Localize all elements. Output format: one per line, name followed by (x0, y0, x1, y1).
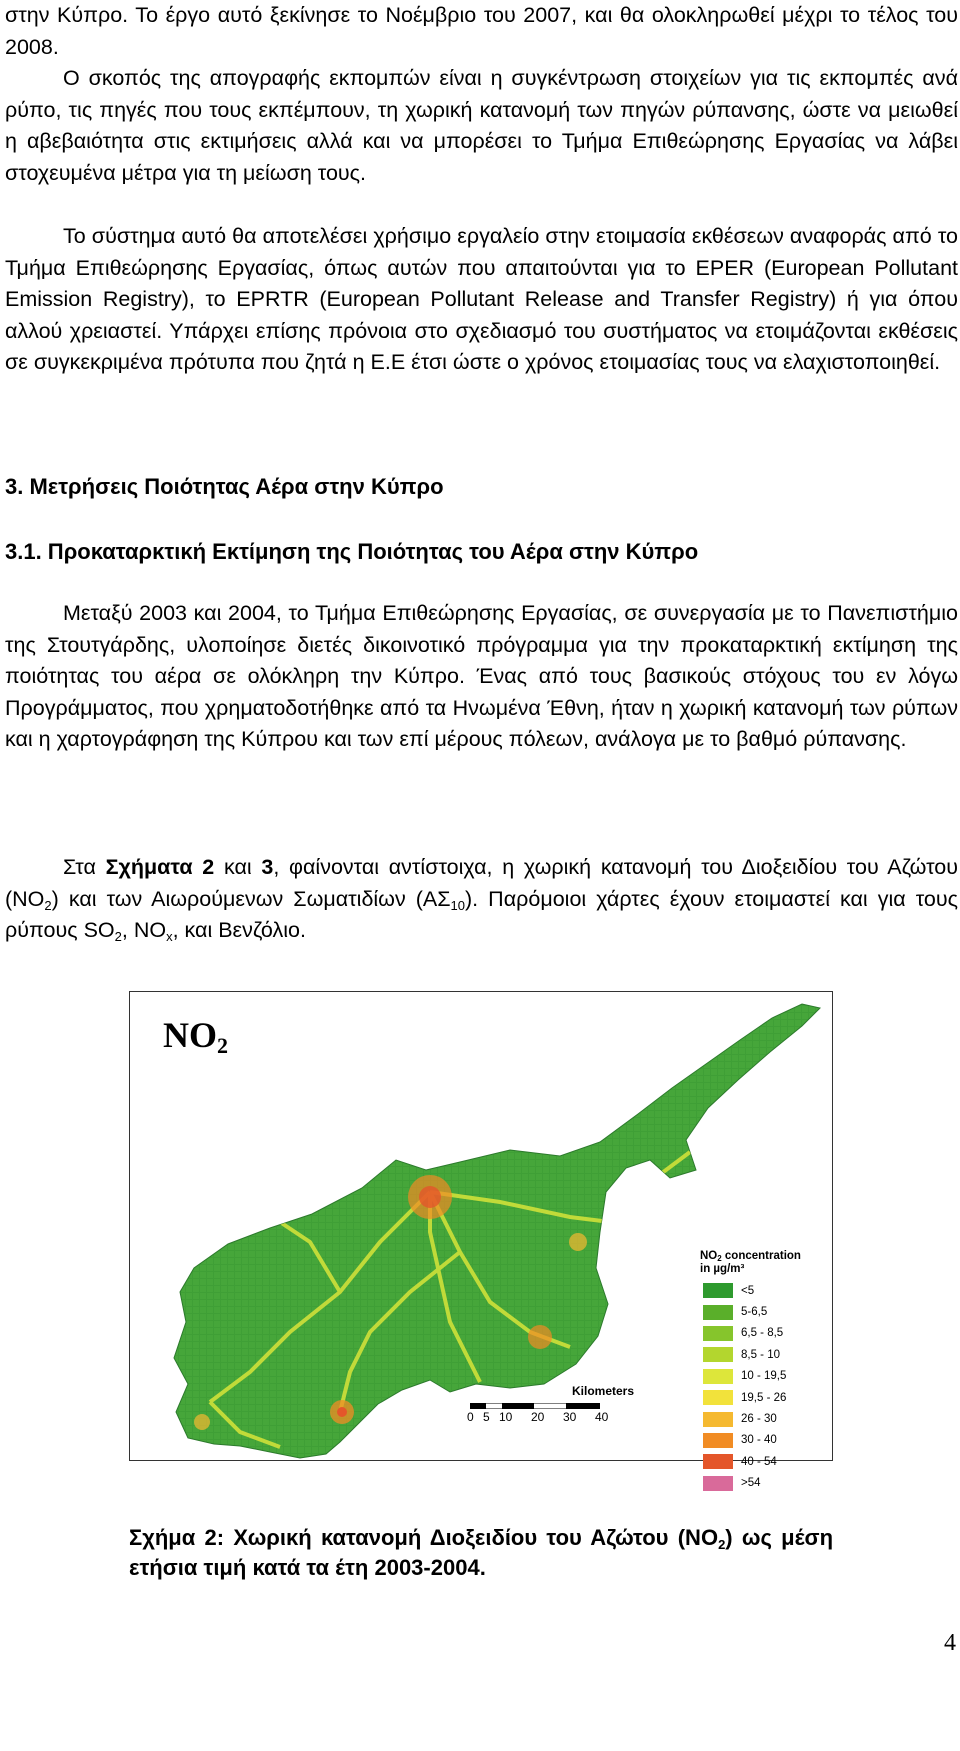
legend-rows (700, 1280, 828, 1494)
legend-swatch (703, 1454, 733, 1469)
legend-swatch (703, 1347, 733, 1362)
legend-swatch (703, 1326, 733, 1341)
legend-item (700, 1301, 828, 1322)
scale-tick: 30 (563, 1410, 577, 1424)
legend-label: 26 - 30 (741, 1413, 777, 1426)
legend-item (700, 1451, 828, 1472)
legend-item (700, 1344, 828, 1365)
legend-item (700, 1408, 828, 1429)
legend-item (700, 1430, 828, 1451)
legend-label: >54 (741, 1477, 761, 1490)
scale-tick: 0 (467, 1410, 474, 1424)
legend-unit: in µg/m³ (700, 1263, 745, 1275)
paragraph-figures: Στα Σχήματα 2 και 3, φαίνονται αντίστοιχα, η χωρική κατανομή του Διοξειδίου του Αζώτου $(NO_2)$ και των Αιωρούμενων Σωματιδίων $(A\Sigma_{10})$. Παρόμοιοι χάρτες έχουν ετοιμαστεί και για τους ρύπους $SO_2$, $NO_x$, και Βενζόλιο. (5, 855, 958, 945)
legend-swatch (703, 1369, 733, 1384)
legend-swatch (703, 1390, 733, 1405)
scale-bar-graphic (470, 1403, 600, 1409)
scale-tick: 5 (483, 1410, 490, 1424)
legend-label: 5-6,5 (741, 1306, 768, 1319)
legend-label: 8,5 - 10 (741, 1348, 780, 1361)
legend-swatch (703, 1412, 733, 1427)
paragraph-intro: στην Κύπρο. Το έργο αυτό ξεκίνησε το Νοέμβριο του 2007, και θα ολοκληρωθεί μέχρι το τέλος του 2008. (5, 3, 958, 59)
map-frame (129, 991, 833, 1490)
map-legend (700, 1250, 828, 1494)
figure-caption: Σχήμα 2: Χωρική κατανομή Διοξειδίου του Αζώτου $(NO_2)$ ως μέση ετήσια τιμή κατά τα έτη 2003-2004. (129, 1525, 834, 1580)
legend-label: <5 (741, 1284, 755, 1297)
page-number: 4 (944, 1630, 956, 1656)
figure-no2-map (129, 991, 833, 1751)
legend-item (700, 1280, 828, 1301)
section-heading-3-1: 3.1. Προκαταρκτική Εκτίμηση της Ποιότητας του Αέρα στην Κύπρο (5, 539, 699, 564)
legend-label: 40 - 54 (741, 1455, 777, 1468)
legend-label: 10 - 19,5 (741, 1370, 787, 1383)
section-heading-3: 3. Μετρήσεις Ποιότητας Αέρα στην Κύπρο (5, 474, 444, 499)
legend-swatch (703, 1305, 733, 1320)
legend-label: 19,5 - 26 (741, 1391, 787, 1404)
legend-item (700, 1473, 828, 1494)
legend-label: 6,5 - 8,5 (741, 1327, 784, 1340)
legend-item (700, 1387, 828, 1408)
legend-label: 30 - 40 (741, 1434, 777, 1447)
legend-swatch (703, 1433, 733, 1448)
legend-swatch (703, 1283, 733, 1298)
scale-tick: 40 (595, 1410, 609, 1424)
scale-bar (467, 1384, 635, 1424)
map-title: $NO_2$ (163, 1015, 228, 1058)
legend-item (700, 1366, 828, 1387)
paragraph-system: Το σύστημα αυτό θα αποτελέσει χρήσιμο εργαλείο στην ετοιμασία εκθέσεων αναφοράς από το Τμήμα Επιθεώρησης Εργασίας, όπως αυτών που απαιτούνται για το EPER (European Pollutant Emission Registry), το EPRTR (European Pollutant Release and Transfer Registry) ή για όπου αλλού χρειαστεί. Υπάρχει επίσης πρόνοια στο σχεδιασμό του συστήματος να ετοιμάζονται εκθέσεις σε συγκεκριμένα πρότυπα που ζητά η Ε.Ε έτσι ώστε ο χρόνος ετοιμασίας τους να ελαχιστοποιηθεί. (5, 224, 958, 375)
scale-label: Kilometers (572, 1384, 635, 1398)
paragraph-purpose: Ο σκοπός της απογραφής εκπομπών είναι η συγκέντρωση στοιχείων για τις εκπομπές ανά ρύπο, τις πηγές που τους εκπέμπουν, τη χωρική κατανομή των πηγών ρύπανσης, ώστε να μειωθεί η αβεβαιότητα στις εκτιμήσεις αλλά και να μπορέσει το Τμήμα Επιθεώρησης Εργασίας να λάβει στοχευμένα μέτρα για τη μείωση τους. (5, 66, 958, 185)
legend-swatch (703, 1476, 733, 1491)
legend-title: $NO_2$ concentration (700, 1250, 801, 1263)
scale-tick: 20 (531, 1410, 545, 1424)
scale-tick: 10 (499, 1410, 513, 1424)
scale-ticks (467, 1410, 620, 1424)
legend-item (700, 1323, 828, 1344)
paragraph-assessment: Μεταξύ 2003 και 2004, το Τμήμα Επιθεώρησης Εργασίας, σε συνεργασία με το Πανεπιστήμιο της Στουτγάρδης, υλοποίησε διετές δικοινοτικό πρόγραμμα για την προκαταρκτική εκτίμηση της ποιότητας του αέρα σε ολόκληρη την Κύπρο. Ένας από τους βασικούς στόχους του εν λόγω Προγράμματος, που χρηματοδοτήθηκε από τα Ηνωμένα Έθνη, ήταν η χωρική κατανομή των ρύπων και η χαρτογράφηση της Κύπρου και των επί μέρους πόλεων, ανάλογα με το βαθμό ρύπανσης. (5, 601, 958, 752)
